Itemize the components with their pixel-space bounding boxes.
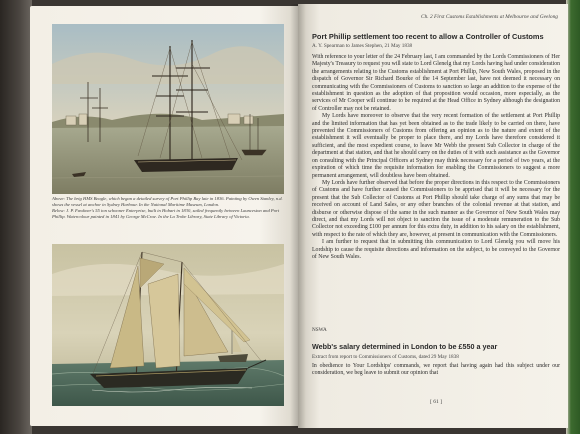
- running-head: Ch. 2 First Customs Establishments at Melbourne and Geelong: [420, 14, 558, 20]
- caption-top: Above: The brig HMS Beagle, which began a detailed survey of Port Phillip Bay late in 1836. Painting by Owen Stanley, n.d. shows the vessel at anchor in Sydney Harbour. In the National Maritime Museum, London.: [52, 196, 283, 207]
- paragraph: My Lords have moreover to observe that the very recent formation of the settlement at Port Phillip and the limited information that has yet been obtained as to the trade likely to be carried on there, have prevented the Commissioners of Customs from offering an opinion as to the nature and extent of the establishment it will eventually be proper to place there, and my Lords have therefore considered it sufficient, and the most expedient course, to leave Mr Webb the present Sub Collector in charge of the department at that station, and that he should carry on the duties of it with such assistance as the Governor on consulting with the Principal Officers at Sydney may think necessary for a period of two years, at the expiration of which time the requisite information for enabling the Commissioners to suggest a more permanent arrangement, will doubtless have been obtained.: [312, 113, 560, 179]
- paragraph: In obedience to Your Lordships' commands, we report that having again had this subject under our consideration, we beg leave to submit our opinion that: [312, 363, 560, 377]
- paragraph: I am further to request that in submitting this communication to Lord Glenelg you will move his Lordship to cause the requisite directions and information on the subject, to be conveyed to the Governor of New South Wales.: [312, 239, 560, 260]
- section-meta-1: A. Y. Spearman to James Stephen, 21 May 1838: [312, 43, 413, 49]
- source-signature: NSWA: [312, 327, 327, 333]
- plate-caption: [52, 196, 286, 220]
- paragraph: With reference to your letter of the 24 February last, I am commanded by the Lords Commissioners of Her Majesty's Treasury to request you will state to Lord Glenelg that my Lords having had under consideration the arrangements relating to the Customs establishment at Port Phillip, New South Wales, proposed in the dispatch of Governor Sir Richard Bourke of the 14 September last, have not deemed it necessary on communicating with the Commissioners of Customs to sanction so large an addition to the expense of the establishment in question as the adoption of that proposition would occasion, more especially, as the services of Mr Cooper will continue to be required at the Head Office in Sydney although the designation of Controller may not be retained.: [312, 54, 560, 112]
- paragraph: My Lords have further observed that before the proper directions in this respect to the Commissioners of Customs and have further caused the Commissioners to be apprised that it will be necessary for the present that the Sub Collector of Customs at Port Phillip should take charge of any sums that may be received on account of Land Sales, or any other branches of the colonial revenue at that station, and disburse or otherwise dispose of the same in the such manner as the Governor of New South Wales may direct, and that my Lords will not object to sanction the issue of a moderate remuneration to the Sub Collector not exceeding £100 per annum for this extra duty, in addition to his salary on the establishment, with respect to the rate of which they are, however, at present in communication with the Commissioners.: [312, 179, 560, 238]
- section-heading-1: Port Phillip settlement too recent to allow a Controller of Customs: [312, 32, 544, 41]
- painting-hms-beagle: [52, 24, 284, 194]
- page-number: [ 61 ]: [429, 399, 443, 405]
- spine-shadow: [290, 4, 306, 428]
- section-body-1: [312, 54, 560, 261]
- caption-bottom: Below: J. P. Fawkner's 55 ton schooner Enterprise, built in Hobart in 1830, sailed frequently between Launceston and Port Phillip. Watercolour painted in 1841 by George McCrae. In the La Trobe Library, State Library of Victoria.: [52, 208, 280, 219]
- painting-schooner-enterprise: [52, 244, 284, 406]
- book-cover-left-edge: [0, 0, 32, 434]
- section-meta-2: Extract from report to Commissioners of Customs, dated 29 May 1838: [312, 354, 459, 360]
- section-body-2: [312, 363, 560, 378]
- section-heading-2: Webb's salary determined in London to be £550 a year: [312, 342, 498, 351]
- book-cover-right-edge: [566, 0, 580, 434]
